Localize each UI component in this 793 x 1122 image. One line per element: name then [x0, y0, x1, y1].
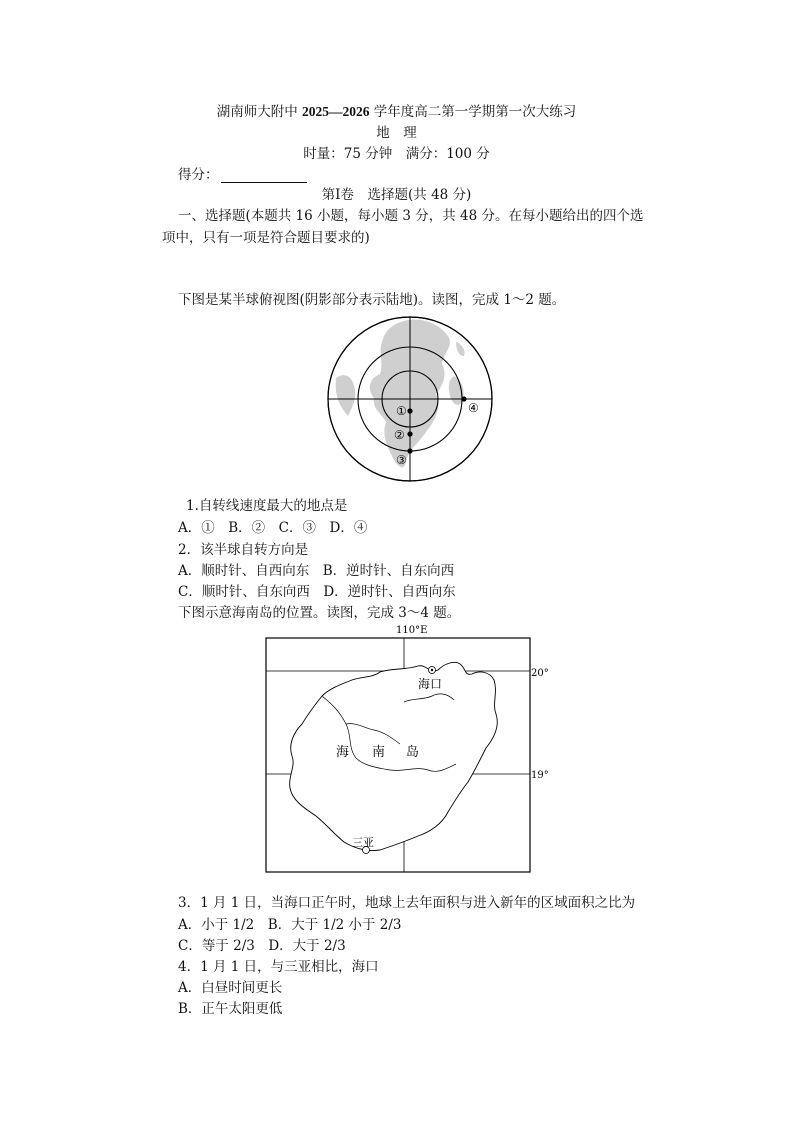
sanya-label: 三亚: [352, 836, 374, 849]
longitude-label: 110°E: [396, 625, 428, 636]
group2-intro: 下图示意海南岛的位置。读图，完成 3～4 题。: [178, 605, 461, 621]
time-info: 时量：75 分钟 满分：100 分: [303, 146, 490, 162]
haikou-marker-dot: [431, 669, 433, 671]
score-blank[interactable]: [221, 170, 307, 183]
hainan-map: [260, 620, 550, 878]
q1-stem: 1.自转线速度最大的地点是: [186, 498, 348, 514]
subject-title: 地 理: [376, 125, 417, 141]
section-instruction-1: 一、选择题(本题共 16 小题，每小题 3 分，共 48 分。在每小题给出的四个选: [178, 208, 644, 224]
lat-bottom-label: 19°: [531, 770, 549, 781]
section-instruction-2: 项中，只有一项是符合题目要求的): [162, 230, 370, 246]
title-suffix: 学年度高二第一学期第一次大练习: [369, 104, 577, 120]
point-4-dot: [461, 396, 466, 401]
exam-title: [0, 100, 793, 120]
q2-options-row1: A．顺时针、自西向东 B．逆时针、自东向西: [178, 563, 455, 579]
label-point-4: ④: [468, 401, 479, 415]
q2-stem: 2．该半球自转方向是: [178, 542, 309, 558]
title-years: 2025—2026: [302, 104, 370, 119]
group1-intro: 下图是某半球俯视图(阴影部分表示陆地)。读图，完成 1～2 题。: [178, 292, 566, 308]
score-label: 得分：: [178, 167, 219, 183]
point-2-dot: [407, 431, 412, 436]
haikou-label: 海口: [418, 677, 443, 691]
label-point-1: ①: [396, 404, 407, 418]
q4-option-a: A．白昼时间更长: [178, 980, 283, 996]
q4-option-b: B．正午太阳更低: [178, 1001, 283, 1017]
island-char-1: 海: [336, 745, 350, 760]
point-3-dot: [407, 448, 412, 453]
q3-options-row1: A．小于 1/2 B．大于 1/2 小于 2/3: [178, 917, 402, 933]
q1-options: A．① B．② C．③ D．④: [178, 520, 368, 536]
island-char-2: 南: [372, 745, 386, 760]
label-point-3: ③: [396, 453, 407, 467]
q3-stem: 3．1 月 1 日，当海口正午时，地球上去年面积与进入新年的区域面积之比为: [178, 895, 636, 911]
point-1-dot: [407, 408, 412, 413]
lat-top-label: 20°: [531, 668, 549, 679]
q4-stem: 4．1 月 1 日，与三亚相比，海口: [178, 959, 379, 975]
island-char-3: 岛: [406, 745, 420, 760]
label-point-2: ②: [394, 428, 405, 442]
q3-options-row2: C．等于 2/3 D．大于 2/3: [178, 938, 346, 954]
hemisphere-figure: [326, 316, 496, 486]
score-field: [178, 163, 307, 183]
part-heading: 第Ⅰ卷 选择题(共 48 分): [321, 187, 472, 203]
title-prefix: 湖南师大附中: [216, 104, 302, 120]
q2-options-row2: C．顺时针、自东向西 D．逆时针、自西向东: [178, 584, 456, 600]
